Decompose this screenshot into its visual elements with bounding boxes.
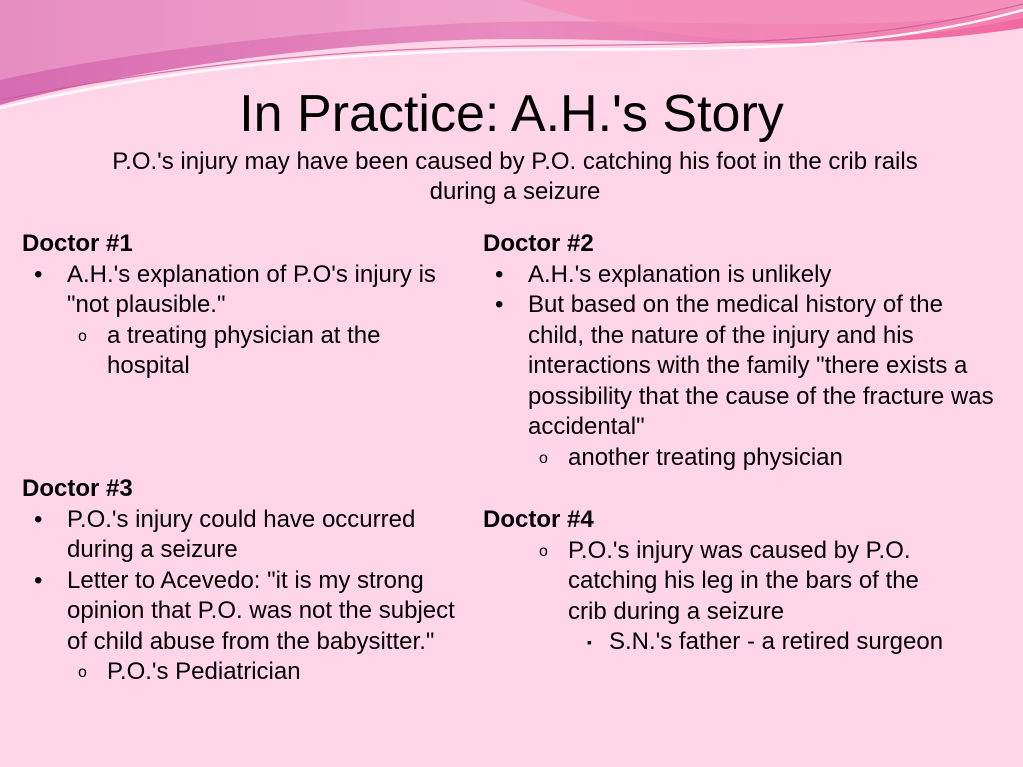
left-column — [22, 229, 462, 729]
sub-sub-bullet-marker: ▪ — [587, 634, 592, 650]
list-item — [22, 657, 462, 688]
bullet-marker: • — [495, 260, 504, 288]
list-item — [483, 536, 1003, 628]
sub-bullet-marker: o — [78, 664, 87, 681]
doctor-4-heading: Doctor #4 — [483, 506, 594, 533]
list-item — [483, 443, 1003, 474]
right-column — [483, 229, 1003, 729]
sub-bullet-marker: o — [539, 449, 548, 467]
doctor-4-block — [483, 505, 1003, 658]
doctor-2-bullet-2: But based on the medical history of the child, the nature of the injury and his interactions with the family "there exists a possibility that the cause of the fracture was accidental" — [528, 291, 994, 440]
bullet-marker: • — [34, 566, 43, 594]
slide-subtitle: P.O.'s injury may have been caused by P.O. catching his foot in the crib rails during a seizure — [112, 148, 918, 205]
list-item — [483, 627, 1003, 658]
list-item — [22, 566, 462, 658]
doctor-1-list — [22, 260, 462, 382]
bullet-marker: • — [495, 291, 504, 318]
doctor-3-bullet-1: P.O.'s injury could have occurred during a seizure — [67, 505, 416, 563]
list-item — [22, 505, 462, 566]
sub-bullet-marker: o — [539, 542, 548, 560]
bullet-marker: • — [34, 260, 43, 288]
doctor-2-list — [483, 260, 1003, 474]
list-item — [483, 290, 1003, 443]
doctor-1-bullet-1: A.H.'s explanation of P.O's injury is "not plausible." — [67, 260, 436, 318]
doctor-4-sub-1: P.O.'s injury was caused by P.O. catching his leg in the bars of the crib during a seizure — [568, 536, 919, 625]
list-item — [22, 260, 462, 321]
doctor-4-list — [483, 536, 1003, 658]
doctor-1-block — [22, 229, 462, 382]
doctor-3-heading: Doctor #3 — [22, 475, 133, 502]
list-item — [483, 260, 1003, 291]
doctor-4-subsub-1: S.N.'s father - a retired surgeon — [609, 628, 944, 655]
doctor-3-block — [22, 474, 462, 688]
doctor-2-heading: Doctor #2 — [483, 230, 594, 257]
sub-bullet-marker: o — [78, 327, 87, 345]
slide-title: In Practice: A.H.'s Story — [239, 85, 784, 143]
doctor-2-bullet-1: A.H.'s explanation is unlikely — [528, 260, 832, 288]
doctor-3-bullet-2: Letter to Acevedo: "it is my strong opinion that P.O. was not the subject of child abuse from the babysitter." — [67, 566, 455, 655]
doctor-3-list — [22, 505, 462, 688]
doctor-3-sub-1: P.O.'s Pediatrician — [107, 658, 301, 685]
doctor-2-block — [483, 229, 1003, 473]
doctor-1-heading: Doctor #1 — [22, 230, 133, 257]
list-item — [22, 321, 462, 382]
bullet-marker: • — [34, 505, 43, 533]
doctor-2-sub-1: another treating physician — [568, 443, 843, 471]
doctor-1-sub-1: a treating physician at the hospital — [107, 321, 381, 379]
